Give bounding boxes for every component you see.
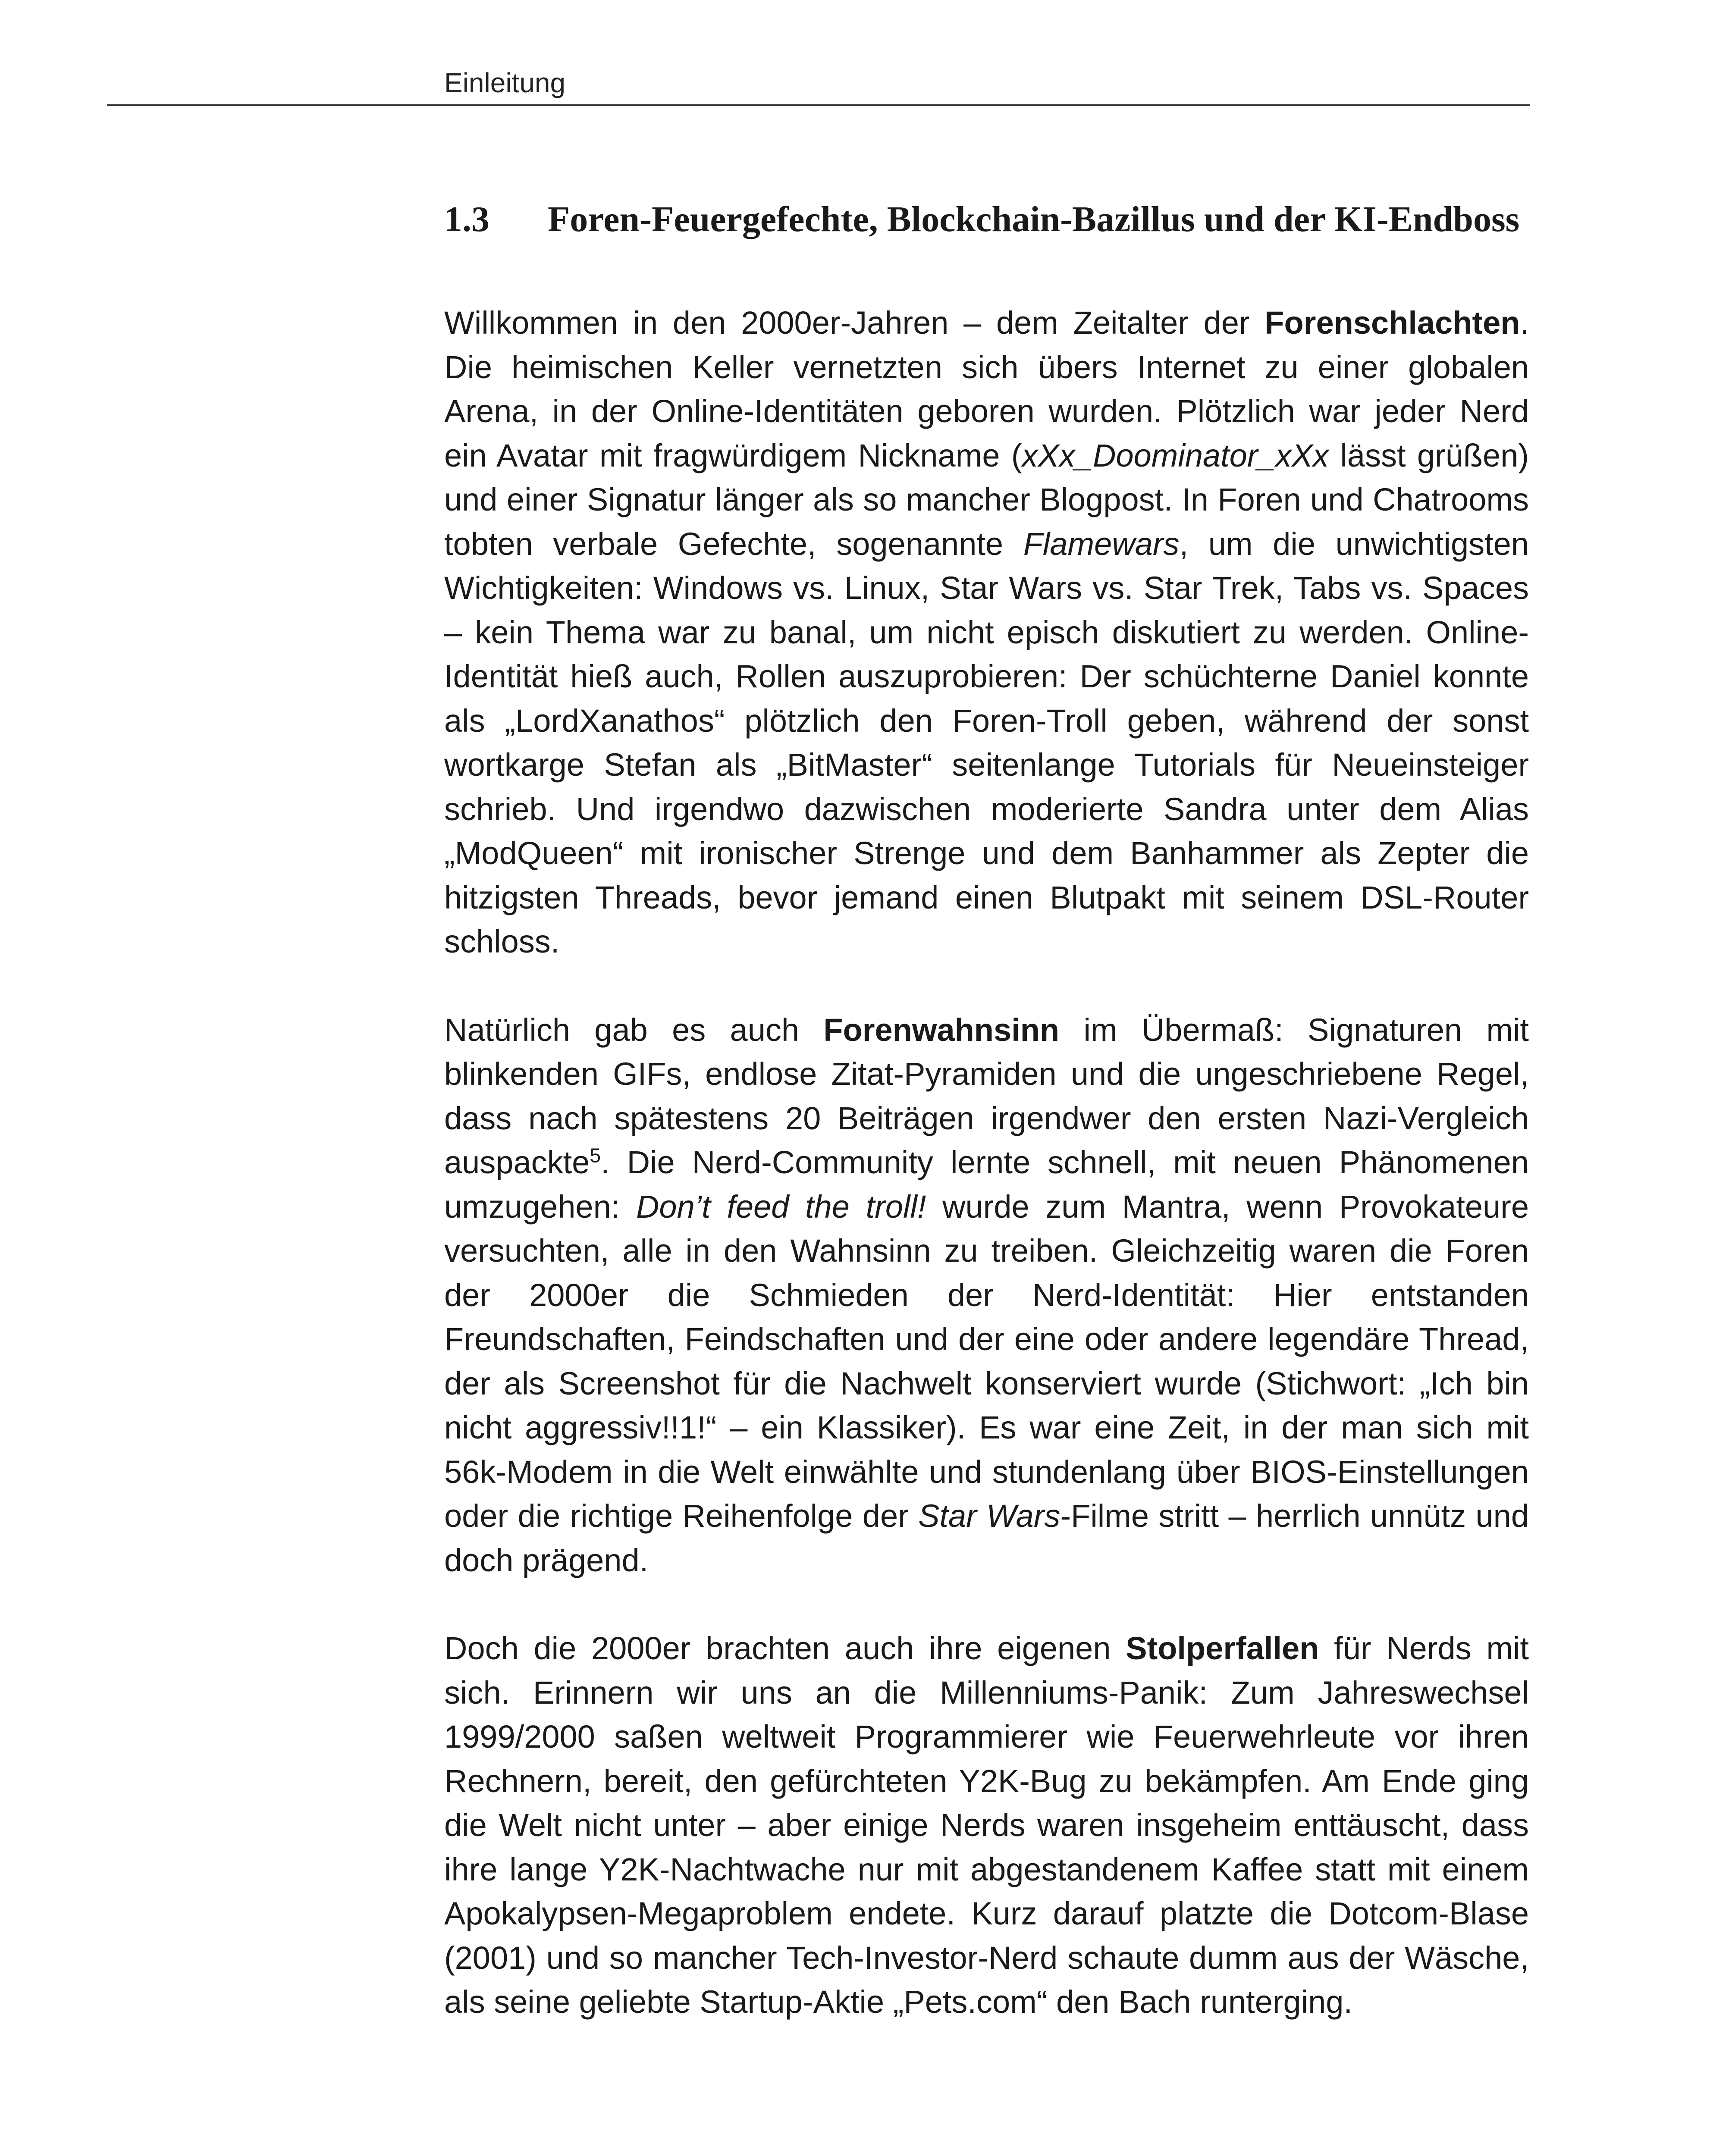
italic-term: Flamewars — [1023, 526, 1180, 562]
italic-term: Star Wars — [918, 1498, 1061, 1534]
bold-term: Forenwahnsinn — [823, 1012, 1060, 1048]
paragraph-forenwahnsinn — [444, 1008, 1529, 1583]
section-number: 1.3 — [444, 199, 489, 239]
text-run: . Die heimischen Keller vernetzten sich übers Internet zu einer globalen Arena, in der Online-Identitäten geboren wurden. Plötzlich war jeder Nerd ein Avatar mit fragwürdigem Nickname ( — [444, 305, 1529, 473]
italic-term: Don’t feed the troll! — [636, 1188, 926, 1225]
paragraph-stolperfallen — [444, 1626, 1529, 2024]
text-run: lässt grüßen) und einer Signatur länger als so mancher Blogpost. In Foren und Chatrooms tobten verbale Gefechte, sogenannte — [444, 437, 1529, 562]
section-heading — [444, 198, 1529, 241]
header-divider — [107, 104, 1530, 106]
text-run: im Übermaß: Signaturen mit blinkenden GIFs, endlose Zitat-Pyramiden und die ungeschriebene Regel, dass nach spätestens 20 Beiträgen irgendwer den ersten Nazi-Vergleich auspackte — [444, 1012, 1529, 1180]
italic-term: xXx_Doominator_xXx — [1022, 437, 1329, 473]
running-head: Einleitung — [444, 67, 566, 98]
bold-term: Stolperfallen — [1126, 1630, 1319, 1666]
text-run: . Die Nerd-Community lernte schnell, mit neuen Phänomenen umzugehen: — [444, 1144, 1529, 1225]
text-run: Willkommen in den 2000er-Jahren – dem Zeitalter der — [444, 305, 1265, 341]
text-run: Doch die 2000er brachten auch ihre eigenen — [444, 1630, 1126, 1666]
paragraph-forenschlachten — [444, 301, 1529, 964]
bold-term: Forenschlachten — [1264, 305, 1520, 341]
footnote-ref: 5 — [590, 1144, 601, 1167]
text-run: Natürlich gab es auch — [444, 1012, 824, 1048]
text-run: für Nerds mit sich. Erinnern wir uns an die Millenniums-Panik: Zum Jahreswechsel 1999/2000 saßen weltweit Programmierer wie Feuerwehrleute vor ihren Rechnern, bereit, den gefürchteten Y2K-Bug zu bekämpfen. Am Ende ging die Welt nicht unter – aber einige Nerds waren insgeheim enttäuscht, dass ihre lange Y2K-Nachtwache nur mit abgestandenem Kaffee statt mit einem Apokalypsen-Megaproblem endete. Kurz darauf platzte die Dotcom-Blase (2001) und so mancher Tech-Investor-Nerd schaute dumm aus der Wäsche, als seine geliebte Startup-Aktie „Pets.com“ den Bach runterging. — [444, 1630, 1529, 2020]
body-text — [444, 301, 1529, 2024]
section-1-3 — [444, 198, 1529, 2068]
text-run: -Filme stritt – herrlich unnütz und doch prägend. — [444, 1498, 1529, 1578]
text-run: wurde zum Mantra, wenn Provokateure versuchten, alle in den Wahnsinn zu treiben. Gleichzeitig waren die Foren der 2000er die Schmieden der Nerd-Identität: Hier entstanden Freundschaften, Feindschaften und der eine oder andere legendäre Thread, der als Screenshot für die Nachwelt konserviert wurde (Stichwort: „Ich bin nicht aggressiv!!1!“ – ein Klassiker). Es war eine Zeit, in der man sich mit 56k-Modem in die Welt einwählte und stundenlang über BIOS-Einstellungen oder die richtige Reihenfolge der — [444, 1188, 1529, 1534]
text-run: , um die unwichtigsten Wichtigkeiten: Windows vs. Linux, Star Wars vs. Star Trek, Tabs vs. Spaces – kein Thema war zu banal, um nicht episch diskutiert zu werden. Online-Identität hieß auch, Rollen auszuprobieren: Der schüchterne Daniel konnte als „LordXanathos“ plötzlich den Foren-Troll geben, während der sonst wortkarge Stefan als „BitMaster“ seitenlange Tutorials für Neueinsteiger schrieb. Und irgendwo dazwischen moderierte Sandra unter dem Alias „ModQueen“ mit ironischer Strenge und dem Banhammer als Zepter die hitzigsten Threads, bevor jemand einen Blutpakt mit seinem DSL-Router schloss. — [444, 526, 1529, 959]
section-title: Foren-Feuergefechte, Blockchain-Bazillus und der KI-Endboss — [548, 199, 1520, 239]
